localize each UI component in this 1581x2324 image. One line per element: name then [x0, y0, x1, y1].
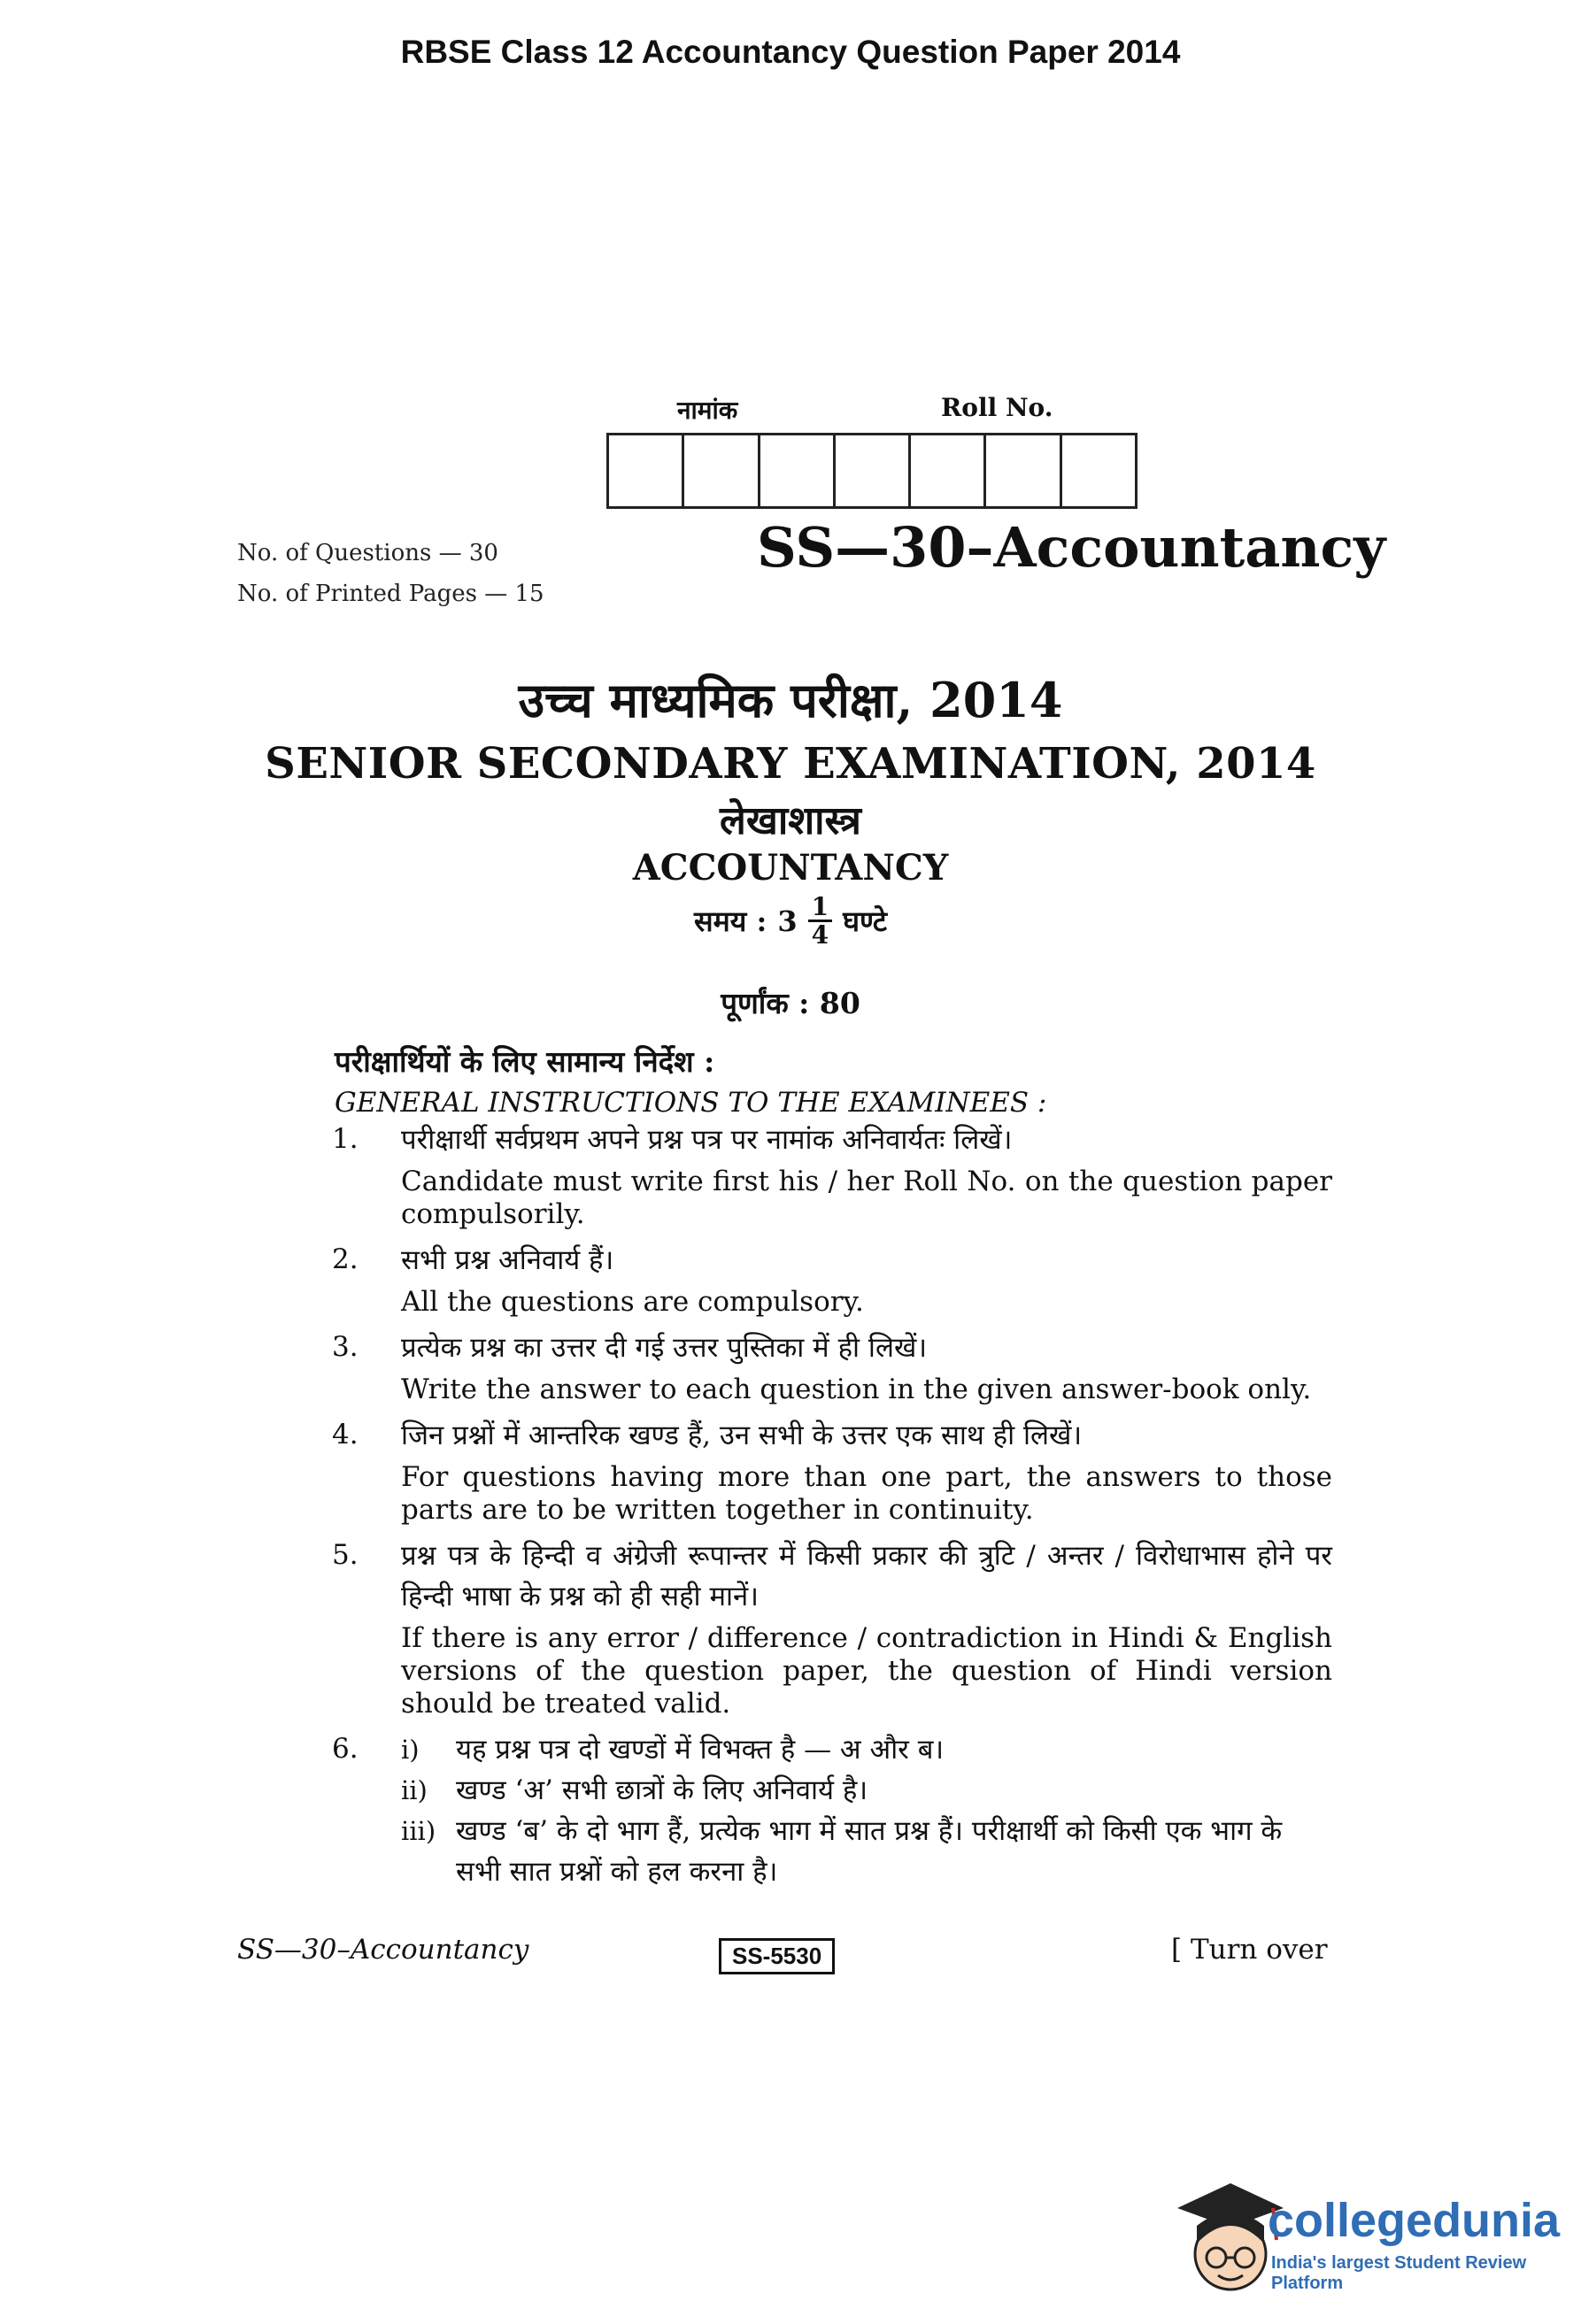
- roll-box: [986, 435, 1061, 506]
- instruction-english: For questions having more than one part, the answers to those parts are to be written together in continuity.: [401, 1461, 1332, 1526]
- instruction-number: 5.: [332, 1539, 359, 1571]
- instruction-number: 4.: [332, 1419, 359, 1451]
- turn-over-note: [ Turn over: [1171, 1934, 1328, 1966]
- roll-box: [911, 435, 986, 506]
- site-header: RBSE Class 12 Accountancy Question Paper 2014: [400, 34, 1181, 70]
- instructions-heading-hindi: परीक्षार्थियों के लिए सामान्य निर्देश :: [335, 1044, 715, 1079]
- max-marks: पूर्णांक : 80: [721, 986, 860, 1020]
- instruction-item: [332, 1415, 1332, 1527]
- footer-series-code: SS-5530: [719, 1938, 835, 1974]
- instruction-item: [332, 1327, 1332, 1406]
- instruction-english: If there is any error / difference / contradiction in Hindi & English versions of the question paper, the question of Hindi version should be treated valid.: [401, 1622, 1332, 1720]
- sub-instruction-number: ii): [401, 1775, 428, 1805]
- roll-box: [836, 435, 911, 506]
- instruction-english: Write the answer to each question in the given answer-book only.: [401, 1374, 1312, 1405]
- exam-title-hindi: उच्च माध्यमिक परीक्षा, 2014: [518, 672, 1063, 728]
- time-allowed: [0, 894, 1581, 949]
- sub-instruction-text: खण्ड ‘ब’ के दो भाग हैं, प्रत्येक भाग में सात प्रश्न हैं। परीक्षार्थी को किसी एक भाग के सभी सात प्रश्नों को हल करना है।: [456, 1815, 1283, 1888]
- time-denominator: 4: [811, 920, 829, 950]
- instruction-item: [332, 1729, 1332, 1892]
- sub-instruction: [401, 1811, 1332, 1892]
- logo-wordmark: collegedunia: [1268, 2194, 1561, 2247]
- time-fraction: [808, 894, 832, 949]
- roll-box: [609, 435, 684, 506]
- instructions-list: [332, 1120, 1332, 1901]
- roll-box: [760, 435, 836, 506]
- instruction-hindi: प्रश्न पत्र के हिन्दी व अंग्रेजी रूपान्तर में किसी प्रकार की त्रुटि / अन्तर / विरोधाभास होने पर हिन्दी भाषा के प्रश्न को ही सही मानें।: [401, 1540, 1332, 1612]
- instruction-item: [332, 1535, 1332, 1720]
- logo-tagline: India's largest Student Review Platform: [1271, 2253, 1527, 2293]
- sub-instruction-number: iii): [401, 1816, 436, 1846]
- time-label: समय :: [694, 904, 767, 939]
- instruction-number: 6.: [332, 1733, 359, 1765]
- instruction-item: [332, 1240, 1332, 1319]
- roll-label-english: Roll No.: [941, 393, 1053, 422]
- instruction-number: 3.: [332, 1331, 359, 1363]
- sub-instruction-text: खण्ड ‘अ’ सभी छात्रों के लिए अनिवार्य है।: [456, 1774, 868, 1806]
- roll-box: [684, 435, 760, 506]
- instruction-number: 2.: [332, 1243, 359, 1275]
- instruction-hindi: परीक्षार्थी सर्वप्रथम अपने प्रश्न पत्र पर नामांक अनिवार्यतः लिखें।: [401, 1124, 1013, 1156]
- sub-instruction: [401, 1770, 1332, 1811]
- instruction-item: [332, 1120, 1332, 1231]
- sub-instruction-text: यह प्रश्न पत्र दो खण्डों में विभक्त है — अ और ब।: [456, 1734, 945, 1766]
- instruction-hindi: सभी प्रश्न अनिवार्य हैं।: [401, 1244, 614, 1276]
- instruction-hindi: प्रत्येक प्रश्न का उत्तर दी गई उत्तर पुस्तिका में ही लिखें।: [401, 1332, 928, 1364]
- questions-count: No. of Questions — 30: [237, 540, 498, 566]
- exam-title-english: SENIOR SECONDARY EXAMINATION, 2014: [265, 739, 1316, 789]
- sub-instruction-number: i): [401, 1735, 420, 1765]
- instruction-english: All the questions are compulsory.: [401, 1286, 864, 1318]
- instruction-number: 1.: [332, 1123, 359, 1155]
- time-unit: घण्टे: [843, 904, 887, 939]
- subject-hindi: लेखाशास्त्र: [720, 798, 861, 843]
- roll-number-boxes: [606, 433, 1138, 509]
- instruction-english: Candidate must write first his / her Roll No. on the question paper compulsorily.: [401, 1166, 1332, 1230]
- instruction-hindi: जिन प्रश्नों में आन्तरिक खण्ड हैं, उन सभी के उत्तर एक साथ ही लिखें।: [401, 1420, 1083, 1451]
- time-whole: 3: [777, 904, 798, 938]
- paper-code: SS—30–Accountancy: [757, 515, 1386, 580]
- roll-label-hindi: नामांक: [677, 396, 738, 425]
- subject-english: ACCOUNTANCY: [632, 847, 949, 889]
- footer-paper-code: SS—30–Accountancy: [237, 1934, 529, 1966]
- instructions-heading-english: GENERAL INSTRUCTIONS TO THE EXAMINEES :: [335, 1087, 1047, 1119]
- sub-instruction: [401, 1729, 1332, 1770]
- time-numerator: 1: [808, 894, 832, 922]
- pages-count: No. of Printed Pages — 15: [237, 581, 544, 607]
- roll-box: [1062, 435, 1135, 506]
